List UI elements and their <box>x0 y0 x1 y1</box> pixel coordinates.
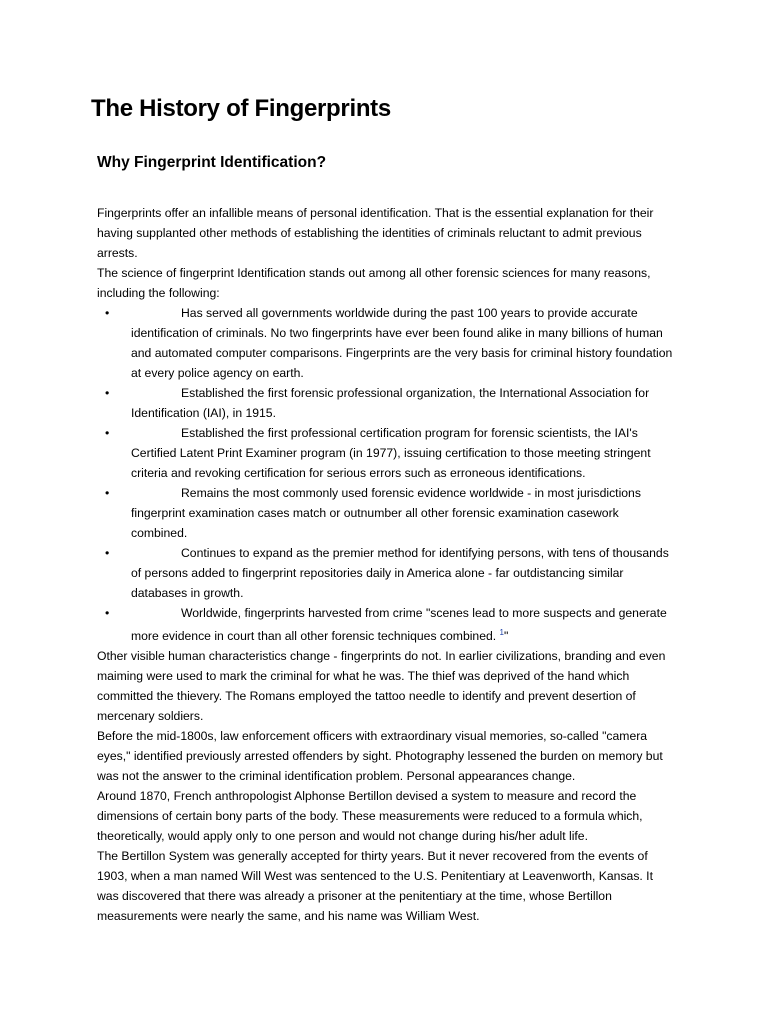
bullet-list <box>97 303 677 646</box>
list-item-text: Continues to expand as the premier method for identifying persons, with tens of thousands of persons added to fingerprint repositories daily in America alone - far outdistancing similar databases in growth. <box>131 546 669 600</box>
list-item <box>97 603 677 646</box>
list-item <box>97 483 677 543</box>
paragraph-1: Fingerprints offer an infallible means of personal identification. That is the essential explanation for their having supplanted other methods of establishing the identities of criminals reluctant to admit previous arrests. <box>97 206 654 260</box>
bullet-icon: • <box>105 306 110 320</box>
list-item-text: Established the first professional certification program for forensic scientists, the IAI's Certified Latent Print Examiner program (in 1977), issuing certification to those meeting stringent criteria and revoking certification for serious errors such as erroneous identifications. <box>131 426 651 480</box>
paragraph-3: Other visible human characteristics change - fingerprints do not. In earlier civilizations, branding and even maiming were used to mark the criminal for what he was. The thief was deprived of the hand which committed the thievery. The Romans employed the tattoo needle to identify and prevent desertion of mercenary soldiers. <box>97 649 666 724</box>
bullet-icon: • <box>105 386 110 400</box>
document-body <box>97 203 677 926</box>
bullet-icon: • <box>105 606 110 620</box>
list-item-text: Worldwide, fingerprints harvested from crime "scenes lead to more suspects and generate more evidence in court than all other forensic techniques combined. <box>131 606 667 644</box>
list-item-text: Established the first forensic professional organization, the International Association for Identification (IAI), in 1915. <box>131 386 650 420</box>
list-item <box>97 383 677 423</box>
bullet-icon: • <box>105 426 110 440</box>
closing-quote: " <box>504 629 509 644</box>
paragraph-4: Before the mid-1800s, law enforcement officers with extraordinary visual memories, so-called "camera eyes," identified previously arrested offenders by sight. Photography lessened the burden on memory but was not the answer to the criminal identification problem. Personal appearances change. <box>97 729 663 784</box>
paragraph-2: The science of fingerprint Identification stands out among all other forensic sciences for many reasons, including the following: <box>97 266 651 300</box>
list-item <box>97 303 677 383</box>
bullet-icon: • <box>105 546 110 560</box>
list-item <box>97 543 677 603</box>
page-title: The History of Fingerprints <box>91 95 391 122</box>
list-item-text: Remains the most commonly used forensic evidence worldwide - in most jurisdictions fingerprint examination cases match or outnumber all other forensic examination casework combined. <box>131 486 641 540</box>
list-item <box>97 423 677 483</box>
bullet-icon: • <box>105 486 110 500</box>
paragraph-5: Around 1870, French anthropologist Alphonse Bertillon devised a system to measure and record the dimensions of certain bony parts of the body. These measurements were reduced to a formula which, theoretically, would apply only to one person and would not change during his/her adult life. <box>97 789 643 844</box>
list-item-text: Has served all governments worldwide during the past 100 years to provide accurate identification of criminals. No two fingerprints have ever been found alike in many billions of human and automated computer comparisons. Fingerprints are the very basis for criminal history foundation at every police agency on earth. <box>131 306 673 380</box>
section-heading: Why Fingerprint Identification? <box>97 154 327 171</box>
footnote-link[interactable]: 1 <box>499 628 504 637</box>
paragraph-6: The Bertillon System was generally accepted for thirty years. But it never recovered from the events of 1903, when a man named Will West was sentenced to the U.S. Penitentiary at Leavenworth, Kansas. It was discovered that there was already a prisoner at the penitentiary at the time, whose Bertillon measurements were nearly the same, and his name was William West. <box>97 849 653 924</box>
